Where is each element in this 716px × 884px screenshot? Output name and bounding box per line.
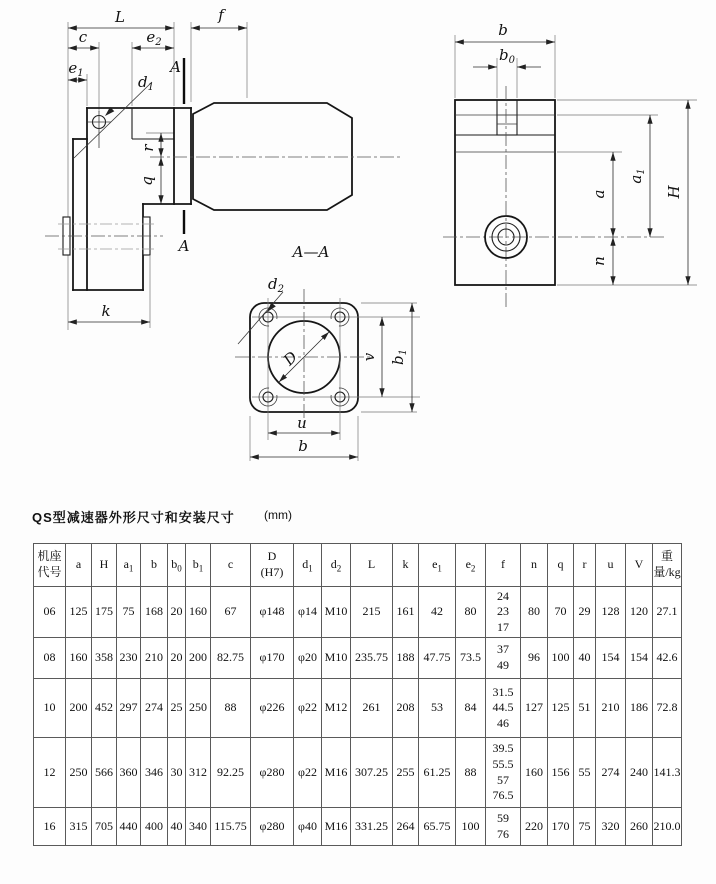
data-cell: φ280 bbox=[251, 738, 294, 808]
data-cell: 16 bbox=[34, 808, 66, 846]
data-cell: 186 bbox=[626, 679, 653, 738]
data-cell: M16 bbox=[322, 738, 351, 808]
data-cell: 250 bbox=[66, 738, 92, 808]
data-cell: 39.5 55.5 57 76.5 bbox=[486, 738, 521, 808]
data-cell: 92.25 bbox=[211, 738, 251, 808]
data-cell: 72.8 bbox=[653, 679, 682, 738]
data-cell: 65.75 bbox=[419, 808, 456, 846]
section-label-a-top: A bbox=[170, 58, 181, 76]
data-cell: 12 bbox=[34, 738, 66, 808]
data-cell: 29 bbox=[574, 587, 596, 638]
table-row bbox=[34, 638, 682, 679]
column-header: f bbox=[486, 544, 521, 587]
data-cell: 156 bbox=[548, 738, 574, 808]
data-cell: 55 bbox=[574, 738, 596, 808]
data-cell: 261 bbox=[351, 679, 393, 738]
data-cell: 210 bbox=[596, 679, 626, 738]
data-cell: 274 bbox=[141, 679, 168, 738]
table-row bbox=[34, 808, 682, 846]
data-cell: 08 bbox=[34, 638, 66, 679]
data-cell: 40 bbox=[168, 808, 186, 846]
dim-label-f: f bbox=[218, 6, 224, 24]
data-cell: 235.75 bbox=[351, 638, 393, 679]
side-view bbox=[443, 21, 697, 310]
dim-label-H: H bbox=[665, 185, 683, 199]
data-cell: 346 bbox=[141, 738, 168, 808]
dim-label-q: q bbox=[138, 176, 156, 186]
data-cell: 42 bbox=[419, 587, 456, 638]
data-cell: 566 bbox=[92, 738, 117, 808]
dim-label-n: n bbox=[590, 256, 608, 266]
dim-label-u: u bbox=[297, 414, 307, 432]
dim-label-D: D bbox=[279, 347, 302, 370]
data-cell: 340 bbox=[186, 808, 211, 846]
data-cell: 440 bbox=[117, 808, 141, 846]
data-cell: 47.75 bbox=[419, 638, 456, 679]
data-cell: 125 bbox=[548, 679, 574, 738]
data-cell: 125 bbox=[66, 587, 92, 638]
data-cell: 20 bbox=[168, 638, 186, 679]
data-cell: 120 bbox=[626, 587, 653, 638]
data-cell: 250 bbox=[186, 679, 211, 738]
data-cell: 75 bbox=[117, 587, 141, 638]
column-header: L bbox=[351, 544, 393, 587]
data-cell: 264 bbox=[393, 808, 419, 846]
data-cell: 51 bbox=[574, 679, 596, 738]
column-header: 机座 代号 bbox=[34, 544, 66, 587]
data-cell: 400 bbox=[141, 808, 168, 846]
dim-label-b-bottom: b bbox=[298, 437, 308, 455]
data-cell: 255 bbox=[393, 738, 419, 808]
data-cell: 80 bbox=[456, 587, 486, 638]
data-cell: 42.6 bbox=[653, 638, 682, 679]
data-cell: 73.5 bbox=[456, 638, 486, 679]
data-cell: 100 bbox=[456, 808, 486, 846]
data-cell: 80 bbox=[521, 587, 548, 638]
data-cell: 160 bbox=[186, 587, 211, 638]
data-cell: 88 bbox=[211, 679, 251, 738]
dim-label-r: r bbox=[139, 144, 157, 152]
data-cell: φ20 bbox=[294, 638, 322, 679]
data-cell: 10 bbox=[34, 679, 66, 738]
data-cell: 208 bbox=[393, 679, 419, 738]
data-cell: 210.0 bbox=[653, 808, 682, 846]
data-cell: 240 bbox=[626, 738, 653, 808]
data-cell: 307.25 bbox=[351, 738, 393, 808]
dim-label-c: c bbox=[78, 28, 88, 46]
data-cell: 210 bbox=[141, 638, 168, 679]
dim-label-v: v bbox=[360, 352, 378, 362]
data-cell: 358 bbox=[92, 638, 117, 679]
column-header: q bbox=[548, 544, 574, 587]
data-cell: 24 23 17 bbox=[486, 587, 521, 638]
data-cell: 100 bbox=[548, 638, 574, 679]
data-cell: 175 bbox=[92, 587, 117, 638]
data-cell: 168 bbox=[141, 587, 168, 638]
data-cell: 75 bbox=[574, 808, 596, 846]
data-cell: 312 bbox=[186, 738, 211, 808]
data-cell: 160 bbox=[66, 638, 92, 679]
data-cell: 154 bbox=[596, 638, 626, 679]
data-cell: 260 bbox=[626, 808, 653, 846]
data-cell: 320 bbox=[596, 808, 626, 846]
data-cell: 230 bbox=[117, 638, 141, 679]
table-row bbox=[34, 738, 682, 808]
data-cell: φ280 bbox=[251, 808, 294, 846]
front-view bbox=[45, 6, 400, 330]
data-cell: 30 bbox=[168, 738, 186, 808]
data-cell: 25 bbox=[168, 679, 186, 738]
column-header: $a_1$ bbox=[117, 544, 141, 587]
data-cell: 161 bbox=[393, 587, 419, 638]
data-cell: 188 bbox=[393, 638, 419, 679]
column-header: a bbox=[66, 544, 92, 587]
dim-label-e2: $e_2$ bbox=[146, 28, 162, 48]
data-cell: φ40 bbox=[294, 808, 322, 846]
column-header: V bbox=[626, 544, 653, 587]
data-cell: 115.75 bbox=[211, 808, 251, 846]
column-header: c bbox=[211, 544, 251, 587]
data-cell: 705 bbox=[92, 808, 117, 846]
housing-outline bbox=[73, 108, 191, 290]
data-cell: φ22 bbox=[294, 679, 322, 738]
column-header: u bbox=[596, 544, 626, 587]
data-cell: 160 bbox=[521, 738, 548, 808]
table-row bbox=[34, 587, 682, 638]
data-cell: 27.1 bbox=[653, 587, 682, 638]
keyway-slot bbox=[497, 100, 517, 135]
data-cell: 215 bbox=[351, 587, 393, 638]
data-cell: φ14 bbox=[294, 587, 322, 638]
column-header: D (H7) bbox=[251, 544, 294, 587]
dim-label-a: a bbox=[590, 189, 608, 199]
dim-label-b-top: b bbox=[498, 21, 508, 39]
dimension-table bbox=[33, 543, 682, 846]
dim-label-d1: $d_1$ bbox=[138, 73, 154, 93]
column-header: $b_1$ bbox=[186, 544, 211, 587]
data-cell: 59 76 bbox=[486, 808, 521, 846]
data-cell: 84 bbox=[456, 679, 486, 738]
data-cell: 127 bbox=[521, 679, 548, 738]
column-header: $d_2$ bbox=[322, 544, 351, 587]
data-cell: M10 bbox=[322, 587, 351, 638]
data-cell: 96 bbox=[521, 638, 548, 679]
section-view-a-a bbox=[235, 243, 420, 461]
data-cell: 53 bbox=[419, 679, 456, 738]
column-header: b bbox=[141, 544, 168, 587]
data-cell: 37 49 bbox=[486, 638, 521, 679]
data-cell: 70 bbox=[548, 587, 574, 638]
dim-label-a1: $a_1$ bbox=[627, 168, 647, 184]
dim-label-k: k bbox=[101, 302, 111, 320]
data-cell: 128 bbox=[596, 587, 626, 638]
data-cell: M12 bbox=[322, 679, 351, 738]
data-cell: M10 bbox=[322, 638, 351, 679]
column-header: H bbox=[92, 544, 117, 587]
motor-outline bbox=[193, 103, 352, 210]
data-cell: 274 bbox=[596, 738, 626, 808]
data-cell: 61.25 bbox=[419, 738, 456, 808]
column-header: $e_2$ bbox=[456, 544, 486, 587]
data-cell: φ148 bbox=[251, 587, 294, 638]
data-cell: 331.25 bbox=[351, 808, 393, 846]
data-cell: 220 bbox=[521, 808, 548, 846]
data-cell: M16 bbox=[322, 808, 351, 846]
data-cell: 360 bbox=[117, 738, 141, 808]
data-cell: 170 bbox=[548, 808, 574, 846]
data-cell: 297 bbox=[117, 679, 141, 738]
column-header: $d_1$ bbox=[294, 544, 322, 587]
column-header: $e_1$ bbox=[419, 544, 456, 587]
data-cell: 154 bbox=[626, 638, 653, 679]
data-cell: 200 bbox=[66, 679, 92, 738]
data-cell: 141.3 bbox=[653, 738, 682, 808]
table-title-row bbox=[32, 507, 292, 526]
dim-label-d2: $d_2$ bbox=[268, 275, 284, 295]
data-cell: 315 bbox=[66, 808, 92, 846]
data-cell: φ22 bbox=[294, 738, 322, 808]
column-header: 重 量/kg bbox=[653, 544, 682, 587]
column-header: n bbox=[521, 544, 548, 587]
data-cell: 452 bbox=[92, 679, 117, 738]
unit-label: (mm) bbox=[264, 508, 292, 522]
dim-label-b1: $b_1$ bbox=[389, 349, 409, 365]
section-view-title: A—A bbox=[292, 243, 330, 261]
page-title: QS型减速器外形尺寸和安装尺寸 bbox=[32, 510, 235, 525]
data-cell: φ226 bbox=[251, 679, 294, 738]
column-header: r bbox=[574, 544, 596, 587]
header-row bbox=[34, 544, 682, 587]
data-cell: φ170 bbox=[251, 638, 294, 679]
data-cell: 06 bbox=[34, 587, 66, 638]
column-header: $b_0$ bbox=[168, 544, 186, 587]
column-header: k bbox=[393, 544, 419, 587]
data-cell: 31.5 44.5 46 bbox=[486, 679, 521, 738]
dim-label-L: L bbox=[115, 8, 125, 26]
dim-label-e1: $e_1$ bbox=[68, 59, 84, 79]
data-cell: 88 bbox=[456, 738, 486, 808]
data-cell: 67 bbox=[211, 587, 251, 638]
table-row bbox=[34, 679, 682, 738]
data-cell: 20 bbox=[168, 587, 186, 638]
section-label-a-bottom: A bbox=[178, 237, 190, 255]
data-cell: 40 bbox=[574, 638, 596, 679]
data-cell: 82.75 bbox=[211, 638, 251, 679]
dim-label-b0: $b_0$ bbox=[499, 46, 515, 66]
data-cell: 200 bbox=[186, 638, 211, 679]
